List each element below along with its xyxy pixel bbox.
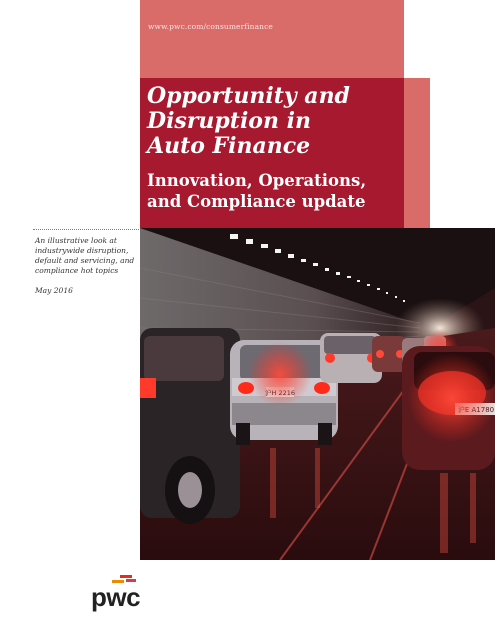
publication-date: May 2016 bbox=[35, 286, 73, 295]
header-color-block bbox=[140, 0, 404, 78]
pwc-logo-text: pwc bbox=[91, 582, 141, 612]
cover-title: Opportunity and Disruption in Auto Finance bbox=[147, 83, 350, 159]
right-red-car bbox=[402, 346, 495, 470]
tunnel-illustration bbox=[140, 228, 495, 560]
pwc-logo[interactable] bbox=[85, 574, 155, 614]
cover-photo-traffic-tunnel bbox=[140, 228, 495, 560]
left-suv bbox=[140, 328, 244, 524]
dotted-divider bbox=[33, 229, 139, 230]
sidebar-text bbox=[35, 236, 135, 296]
website-url[interactable]: www.pwc.com/consumerfinance bbox=[148, 22, 273, 31]
sidebar-description: An illustrative look at industrywide disruption, default and servicing, and compliance hot topics bbox=[35, 236, 135, 275]
title-accent-strip bbox=[404, 78, 430, 228]
cover-subtitle: Innovation, Operations, and Compliance update bbox=[147, 171, 367, 211]
